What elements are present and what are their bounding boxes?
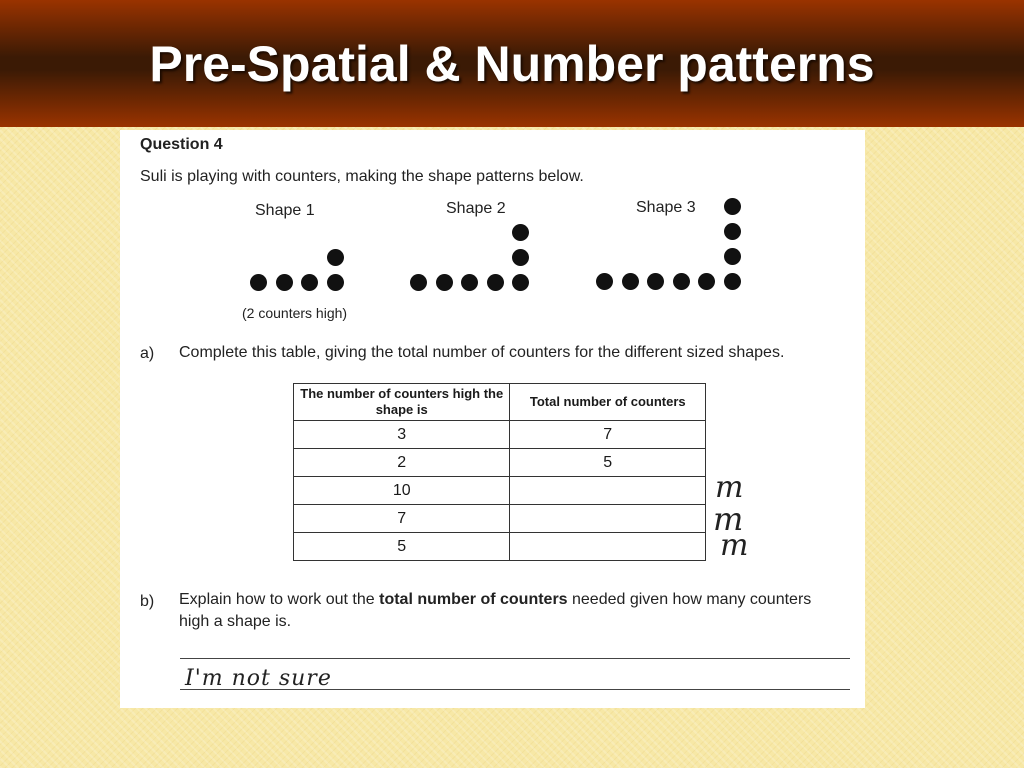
table-cell-total: 7 (510, 421, 706, 449)
counter-dot (673, 273, 690, 290)
part-a-letter: a) (140, 345, 155, 362)
counter-dot (250, 274, 267, 291)
counter-dot (724, 273, 741, 290)
counter-dot (647, 273, 664, 290)
question-intro: Suli is playing with counters, making the shape patterns below. (140, 168, 584, 185)
counter-dot (724, 198, 741, 215)
handwritten-mark: m (715, 470, 744, 505)
part-b-text-after: needed given how many counters high a shape is. (179, 591, 812, 630)
handwritten-mark: m (720, 528, 749, 563)
title-bar (0, 0, 1024, 127)
handwritten-answer: I'm not sure (185, 666, 332, 691)
table-cell-total (510, 505, 706, 533)
shape-3-label: Shape 3 (636, 199, 696, 216)
counter-dot (327, 274, 344, 291)
counter-dot (301, 274, 318, 291)
shape-2-label: Shape 2 (446, 200, 506, 217)
table-cell-high: 5 (294, 533, 510, 561)
table-row (294, 449, 706, 477)
counter-dot (512, 249, 529, 266)
table-cell-high: 10 (294, 477, 510, 505)
counter-dot (512, 224, 529, 241)
counter-dot (698, 273, 715, 290)
counter-dot (487, 274, 504, 291)
counter-dot (410, 274, 427, 291)
handwritten-mark: m (713, 500, 744, 538)
table-row (294, 477, 706, 505)
counter-dot (512, 274, 529, 291)
table-cell-total (510, 477, 706, 505)
slide-title: Pre-Spatial & Number patterns (149, 36, 875, 92)
table-row (294, 505, 706, 533)
counter-dot (724, 248, 741, 265)
header-counters-high: The number of counters high the shape is (294, 384, 510, 421)
counter-dot (461, 274, 478, 291)
answer-line (180, 658, 850, 659)
table-cell-total (510, 533, 706, 561)
counter-dot (596, 273, 613, 290)
question-heading: Question 4 (140, 136, 223, 153)
part-a-instruction: Complete this table, giving the total number of counters for the different sized shapes. (179, 344, 785, 361)
counter-dot (327, 249, 344, 266)
part-b-instruction (179, 589, 839, 633)
counters-table (293, 383, 706, 561)
worksheet-scan (120, 130, 865, 708)
shape-1-note: (2 counters high) (242, 305, 348, 321)
counter-dot (724, 223, 741, 240)
table-row (294, 533, 706, 561)
part-b-letter: b) (140, 593, 155, 610)
table-cell-total: 5 (510, 449, 706, 477)
counter-dot (276, 274, 293, 291)
table-cell-high: 7 (294, 505, 510, 533)
table-header-row (294, 384, 706, 421)
part-b-text-bold: total number of counters (379, 591, 568, 608)
part-b-text-before: Explain how to work out the (179, 591, 380, 608)
shape-1-label: Shape 1 (255, 202, 315, 219)
answer-line (180, 689, 850, 690)
table-cell-high: 3 (294, 421, 510, 449)
counter-dot (622, 273, 639, 290)
counter-dot (436, 274, 453, 291)
table-cell-high: 2 (294, 449, 510, 477)
table-row (294, 421, 706, 449)
header-total-counters: Total number of counters (510, 384, 706, 421)
